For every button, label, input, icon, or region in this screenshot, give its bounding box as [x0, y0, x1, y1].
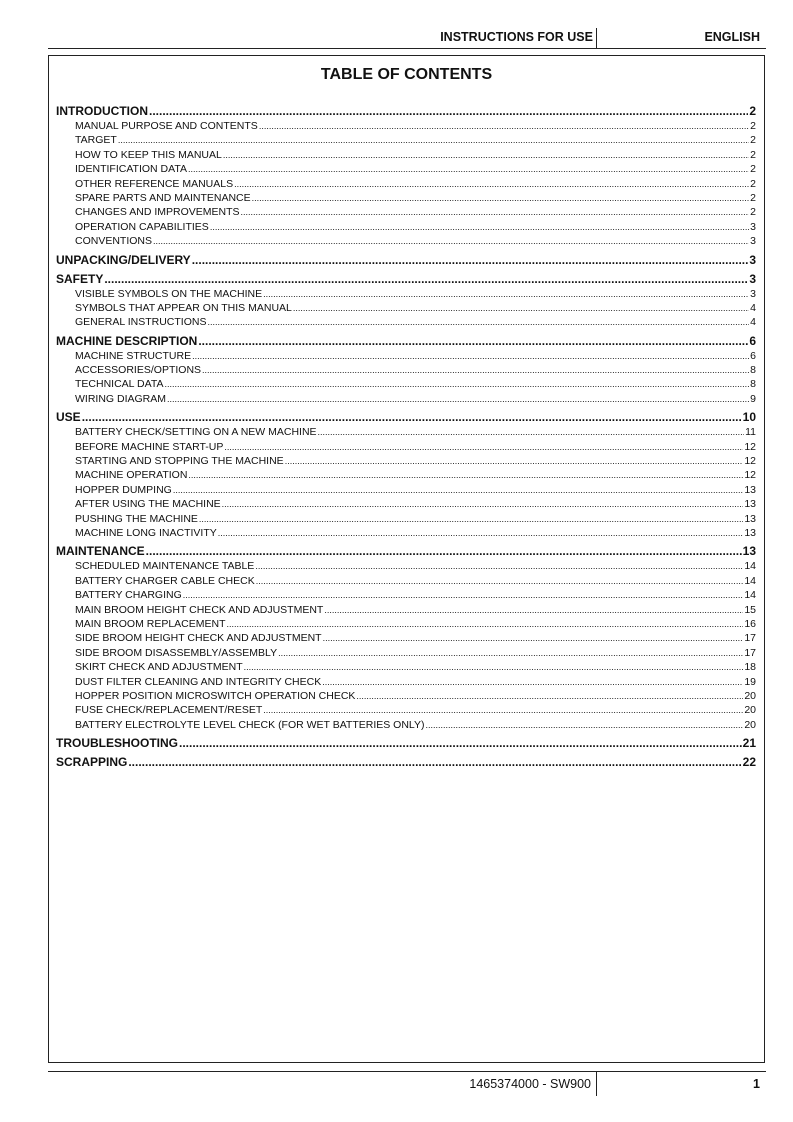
- toc-subsection-entry-label: SIDE BROOM DISASSEMBLY/ASSEMBLY: [75, 646, 278, 659]
- toc-subsection-entry-label: HOW TO KEEP THIS MANUAL: [75, 148, 222, 161]
- toc-subsection-entry[interactable]: [56, 454, 756, 468]
- toc-section-entry-page: 13: [742, 544, 756, 559]
- toc-subsection-entry[interactable]: [56, 574, 756, 588]
- toc-subsection-entry[interactable]: [56, 526, 756, 540]
- toc-subsection-entry-page: 13: [744, 526, 756, 539]
- dot-leader: [356, 689, 743, 703]
- toc-subsection-entry[interactable]: [56, 177, 756, 191]
- toc-subsection-entry[interactable]: [56, 483, 756, 497]
- toc-subsection-entry-label: BATTERY CHARGING: [75, 589, 182, 602]
- toc-subsection-entry[interactable]: [56, 287, 756, 301]
- table-of-contents: [56, 104, 756, 774]
- dot-leader: [285, 454, 744, 468]
- toc-subsection-entry-page: 2: [750, 134, 756, 147]
- toc-subsection-entry-page: 20: [744, 718, 756, 731]
- toc-subsection-entry-page: 4: [750, 316, 756, 329]
- toc-subsection-entry[interactable]: [56, 675, 756, 689]
- dot-leader: [318, 425, 745, 439]
- dot-leader: [222, 497, 744, 511]
- toc-section-entry[interactable]: [56, 272, 756, 287]
- toc-section-entry[interactable]: [56, 410, 756, 425]
- footer-page-number: 1: [753, 1077, 760, 1091]
- footer-doc-code: 1465374000 - SW900: [469, 1077, 591, 1091]
- dot-leader: [207, 315, 749, 329]
- toc-subsection-entry[interactable]: [56, 718, 756, 732]
- toc-subsection-entry[interactable]: [56, 162, 756, 176]
- toc-subsection-entry-page: 2: [750, 120, 756, 132]
- toc-subsection-entry-page: 3: [750, 287, 756, 300]
- toc-section: [56, 544, 756, 732]
- dot-leader: [218, 526, 744, 540]
- toc-section-entry-page: 10: [742, 410, 756, 425]
- toc-section-entry-label: UNPACKING/DELIVERY: [56, 252, 191, 267]
- toc-subsection-entry[interactable]: [56, 703, 756, 717]
- toc-section-entry[interactable]: [56, 253, 756, 268]
- toc-subsection-entry-label: BATTERY CHECK/SETTING ON A NEW MACHINE: [75, 426, 317, 439]
- toc-section-entry[interactable]: [56, 544, 756, 559]
- toc-subsection-entry-page: 2: [750, 163, 756, 176]
- toc-section-entry-label: MAINTENANCE: [56, 544, 145, 559]
- dot-leader: [153, 234, 749, 248]
- toc-subsection-entry[interactable]: [56, 559, 756, 573]
- toc-subsection-entry-label: SKIRT CHECK AND ADJUSTMENT: [75, 661, 243, 674]
- toc-subsection-entry-page: 3: [750, 235, 756, 248]
- toc-subsection-entry-label: BATTERY ELECTROLYTE LEVEL CHECK (FOR WET BATTERIES ONLY): [75, 718, 425, 731]
- toc-subsection-entry-label: OPERATION CAPABILITIES: [75, 220, 209, 233]
- toc-subsection-entry-label: FUSE CHECK/REPLACEMENT/RESET: [75, 704, 263, 717]
- dot-leader: [202, 363, 749, 377]
- toc-subsection-entry-page: 12: [744, 469, 756, 482]
- toc-subsection-entry[interactable]: [56, 497, 756, 511]
- toc-subsection-entry-page: 11: [745, 426, 756, 439]
- toc-section-entry-label: MACHINE DESCRIPTION: [56, 333, 198, 348]
- dot-leader: [223, 148, 749, 162]
- toc-subsection-entry-page: 20: [744, 704, 756, 717]
- toc-subsection-entry-label: IDENTIFICATION DATA: [75, 163, 187, 176]
- toc-subsection-entry-page: 6: [750, 349, 756, 362]
- toc-section-entry-page: 21: [742, 736, 756, 751]
- dot-leader: [259, 119, 749, 133]
- toc-subsection-entry[interactable]: [56, 425, 756, 439]
- toc-subsection-entry-label: MACHINE STRUCTURE: [75, 349, 192, 362]
- toc-subsection-entry-label: TARGET: [75, 134, 117, 147]
- dot-leader: [278, 646, 743, 660]
- dot-leader: [234, 177, 749, 191]
- toc-subsection-entry-label: OTHER REFERENCE MANUALS: [75, 177, 234, 190]
- toc-section: [56, 272, 756, 330]
- toc-subsection-entry-page: 14: [744, 574, 756, 587]
- toc-subsection-entry-label: CHANGES AND IMPROVEMENTS: [75, 206, 240, 219]
- toc-subsection-entry[interactable]: [56, 315, 756, 329]
- toc-subsection-entry-page: 8: [750, 364, 756, 377]
- toc-subsection-entry-page: 2: [750, 148, 756, 161]
- toc-subsection-entry-label: PUSHING THE MACHINE: [75, 512, 198, 525]
- toc-section: [56, 104, 756, 249]
- dot-leader: [188, 468, 743, 482]
- toc-subsection-entry-page: 19: [744, 675, 756, 688]
- dot-leader: [263, 287, 749, 301]
- dot-leader: [322, 675, 743, 689]
- dot-leader: [192, 349, 749, 363]
- page-footer: [48, 1071, 766, 1096]
- page-header: [48, 26, 766, 49]
- toc-subsection-entry[interactable]: [56, 220, 756, 234]
- dot-leader: [293, 301, 749, 315]
- toc-section: [56, 410, 756, 540]
- toc-subsection-entry-label: MAIN BROOM REPLACEMENT: [75, 617, 226, 630]
- header-language: ENGLISH: [704, 30, 760, 44]
- toc-subsection-entry-page: 14: [744, 560, 756, 573]
- toc-section-entry-page: 6: [749, 333, 756, 348]
- dot-leader: [82, 410, 742, 425]
- toc-subsection-entry[interactable]: [56, 148, 756, 162]
- toc-section: [56, 253, 756, 268]
- toc-subsection-entry-page: 8: [750, 378, 756, 391]
- toc-subsection-entry[interactable]: [56, 377, 756, 391]
- dot-leader: [255, 559, 743, 573]
- toc-section-entry-label: TROUBLESHOOTING: [56, 736, 178, 751]
- dot-leader: [104, 272, 748, 287]
- toc-subsection-entry-label: BATTERY CHARGER CABLE CHECK: [75, 574, 255, 587]
- toc-subsection-entry[interactable]: [56, 363, 756, 377]
- toc-subsection-entry-label: GENERAL INSTRUCTIONS: [75, 316, 207, 329]
- dot-leader: [199, 512, 743, 526]
- toc-section-entry[interactable]: [56, 736, 756, 751]
- toc-section-entry-page: 3: [749, 271, 756, 286]
- toc-section-entry[interactable]: [56, 104, 756, 119]
- toc-subsection-entry-page: 16: [744, 617, 756, 630]
- toc-subsection-entry[interactable]: [56, 392, 756, 406]
- toc-subsection-entry-page: 12: [744, 455, 756, 468]
- dot-leader: [188, 162, 749, 176]
- toc-subsection-entry[interactable]: [56, 440, 756, 454]
- dot-leader: [244, 660, 744, 674]
- toc-subsection-entry-label: MACHINE OPERATION: [75, 469, 188, 482]
- content-frame: [48, 55, 765, 1063]
- toc-subsection-entry-page: 4: [750, 301, 756, 314]
- toc-subsection-entry-label: DUST FILTER CLEANING AND INTEGRITY CHECK: [75, 675, 322, 688]
- toc-subsection-entry[interactable]: [56, 617, 756, 631]
- toc-subsection-entry-page: 17: [744, 646, 756, 659]
- header-doc-type: INSTRUCTIONS FOR USE: [440, 30, 593, 44]
- footer-divider: [596, 1072, 597, 1096]
- dot-leader: [210, 220, 749, 234]
- dot-leader: [256, 574, 744, 588]
- toc-subsection-entry-page: 18: [744, 661, 756, 674]
- toc-subsection-entry[interactable]: [56, 119, 756, 133]
- toc-subsection-entry-label: CONVENTIONS: [75, 235, 153, 248]
- toc-subsection-entry[interactable]: [56, 512, 756, 526]
- toc-subsection-entry-page: 15: [744, 603, 756, 616]
- toc-section: [56, 736, 756, 751]
- dot-leader: [323, 631, 744, 645]
- toc-subsection-entry-page: 13: [744, 512, 756, 525]
- dot-leader: [241, 205, 750, 219]
- toc-subsection-entry[interactable]: [56, 660, 756, 674]
- toc-subsection-entry[interactable]: [56, 349, 756, 363]
- toc-section: [56, 755, 756, 770]
- toc-subsection-entry[interactable]: [56, 234, 756, 248]
- dot-leader: [173, 483, 743, 497]
- toc-subsection-entry[interactable]: [56, 588, 756, 602]
- dot-leader: [179, 736, 742, 751]
- toc-subsection-entry-label: AFTER USING THE MACHINE: [75, 498, 221, 511]
- toc-subsection-entry-label: MANUAL PURPOSE AND CONTENTS: [75, 120, 258, 132]
- toc-section-entry-page: 22: [742, 755, 756, 770]
- toc-section-entry-label: SCRAPPING: [56, 755, 128, 770]
- toc-subsection-entry-label: SIDE BROOM HEIGHT CHECK AND ADJUSTMENT: [75, 632, 322, 645]
- toc-subsection-entry-label: ACCESSORIES/OPTIONS: [75, 364, 202, 377]
- toc-subsection-entry[interactable]: [56, 205, 756, 219]
- dot-leader: [164, 377, 749, 391]
- toc-subsection-entry[interactable]: [56, 468, 756, 482]
- toc-subsection-entry-label: HOPPER DUMPING: [75, 483, 172, 496]
- toc-subsection-entry-label: BEFORE MACHINE START-UP: [75, 440, 224, 453]
- toc-subsection-entry[interactable]: [56, 646, 756, 660]
- toc-section-entry-label: USE: [56, 410, 81, 425]
- dot-leader: [426, 718, 744, 732]
- toc-subsection-entry-page: 17: [744, 632, 756, 645]
- toc-subsection-entry-label: TECHNICAL DATA: [75, 378, 164, 391]
- toc-subsection-entry-label: STARTING AND STOPPING THE MACHINE: [75, 455, 284, 468]
- dot-leader: [252, 191, 750, 205]
- toc-section-entry[interactable]: [56, 755, 756, 770]
- dot-leader: [192, 253, 749, 268]
- toc-subsection-entry-page: 2: [750, 206, 756, 219]
- toc-subsection-entry-page: 9: [750, 392, 756, 405]
- dot-leader: [118, 133, 749, 147]
- page-title: TABLE OF CONTENTS: [320, 66, 493, 83]
- dot-leader: [167, 392, 749, 406]
- toc-subsection-entry-label: WIRING DIAGRAM: [75, 392, 166, 405]
- toc-subsection-entry-page: 13: [744, 498, 756, 511]
- toc-subsection-entry[interactable]: [56, 191, 756, 205]
- toc-subsection-entry-label: MACHINE LONG INACTIVITY: [75, 526, 217, 539]
- toc-subsection-entry[interactable]: [56, 603, 756, 617]
- toc-subsection-entry-page: 2: [750, 191, 756, 204]
- dot-leader: [146, 544, 742, 559]
- dot-leader: [128, 755, 741, 770]
- dot-leader: [224, 440, 743, 454]
- toc-subsection-entry[interactable]: [56, 631, 756, 645]
- toc-section-entry-page: 2: [749, 104, 756, 118]
- dot-leader: [198, 334, 748, 349]
- toc-subsection-entry-page: 12: [744, 440, 756, 453]
- dot-leader: [263, 703, 743, 717]
- toc-subsection-entry-page: 20: [744, 689, 756, 702]
- dot-leader: [227, 617, 744, 631]
- toc-subsection-entry-label: SPARE PARTS AND MAINTENANCE: [75, 191, 251, 204]
- toc-section-entry-label: INTRODUCTION: [56, 104, 148, 118]
- toc-subsection-entry-label: HOPPER POSITION MICROSWITCH OPERATION CHECK: [75, 689, 356, 702]
- toc-subsection-entry-page: 13: [744, 483, 756, 496]
- toc-subsection-entry[interactable]: [56, 301, 756, 315]
- toc-subsection-entry-label: MAIN BROOM HEIGHT CHECK AND ADJUSTMENT: [75, 603, 324, 616]
- toc-subsection-entry[interactable]: [56, 689, 756, 703]
- toc-section-entry[interactable]: [56, 334, 756, 349]
- toc-subsection-entry-label: VISIBLE SYMBOLS ON THE MACHINE: [75, 287, 263, 300]
- toc-subsection-entry-page: 3: [750, 220, 756, 233]
- header-divider: [596, 28, 597, 48]
- toc-subsection-entry-page: 2: [750, 177, 756, 190]
- dot-leader: [324, 603, 743, 617]
- dot-leader: [149, 104, 748, 119]
- dot-leader: [183, 588, 744, 602]
- toc-subsection-entry-label: SYMBOLS THAT APPEAR ON THIS MANUAL: [75, 301, 292, 314]
- toc-subsection-entry-label: SCHEDULED MAINTENANCE TABLE: [75, 560, 255, 573]
- toc-subsection-entry-page: 14: [744, 589, 756, 602]
- toc-section: [56, 334, 756, 407]
- toc-subsection-entry[interactable]: [56, 133, 756, 147]
- toc-section-entry-label: SAFETY: [56, 271, 104, 286]
- toc-section-entry-page: 3: [749, 252, 756, 267]
